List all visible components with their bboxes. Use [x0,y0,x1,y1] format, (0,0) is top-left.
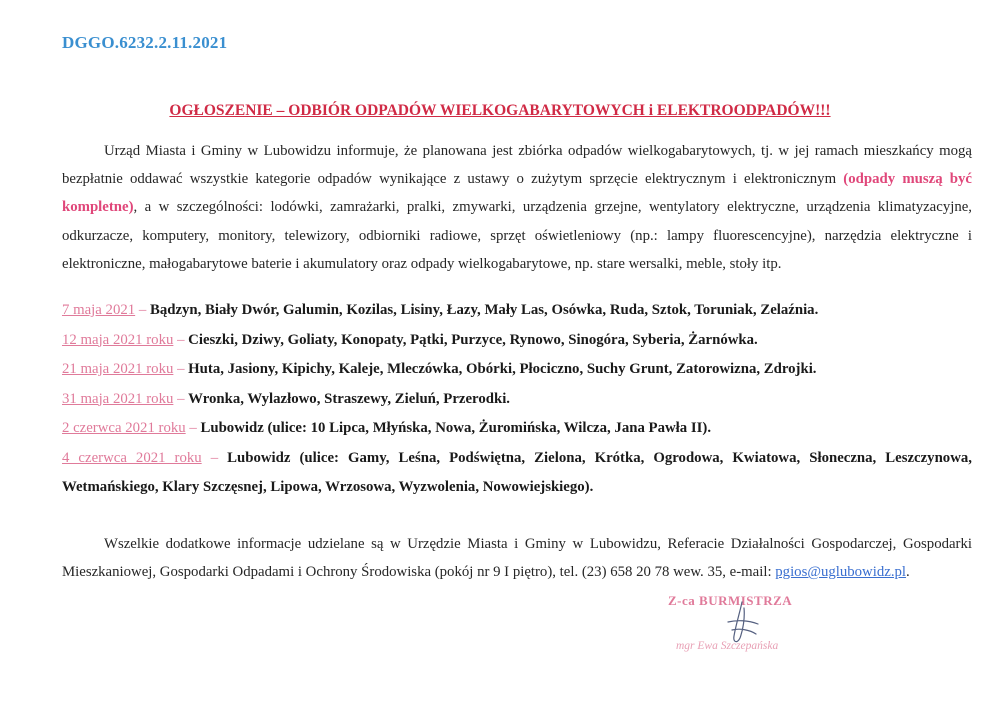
signature-title: Z-ca BURMISTRZA [668,593,793,608]
schedule-entry [62,296,972,326]
intro-text-after: , a w szczególności: lodówki, zamrażarki, pralki, zmywarki, urządzenia grzejne, wentylatory elektryczne, urządzenia klimatyzacyjne, odkurzacze, komputery, monitory, telewizory, odbiorniki radiowe, sprzęt oświetleniowy (np.: lampy fluorescencyjne), narzędzia elektryczne i elektroniczne, małogabarytowe baterie i akumulatory oraz odpady wielkogabarytowe, np. stare wersalki, meble, stoły itp. [62,199,972,272]
schedule-places: Wronka, Wylazłowo, Straszewy, Zieluń, Przerodki. [188,390,511,407]
schedule-dash: – [135,302,150,318]
schedule-dash: – [185,420,201,436]
schedule-entry [62,414,972,444]
schedule-entry [62,444,972,503]
intro-text-before: Urząd Miasta i Gminy w Lubowidzu informuje, że planowana jest zbiórka odpadów wielkogabarytowych, tj. w jej ramach mieszkańcy mogą bezpłatnie oddawać wszystkie kategorie odpadów wynikające z ustawy o zużytym sprzęcie elektrycznym i elektronicznym [62,143,972,188]
schedule-entry [62,385,972,415]
email-link[interactable]: pgios@uglubowidz.pl [775,564,907,580]
contact-text: Wszelkie dodatkowe informacje udzielane są w Urzędzie Miasta i Gminy w Lubowidzu, Referacie Działalności Gospodarczej, Gospodarki Mieszkaniowej, Gospodarki Odpadami i Ochrony Środowiska (pokój nr 9 I piętro), tel. (23) 658 20 78 wew. 35, e-mail: [62,536,972,580]
schedule-places: Cieszki, Dziwy, Goliaty, Konopaty, Pątki, Purzyce, Rynowo, Sinogóra, Syberia, Żarnówka. [188,331,758,348]
announcement-title: OGŁOSZENIE – ODBIÓR ODPADÓW WIELKOGABARYTOWYCH i ELEKTROODPADÓW!!! [169,102,831,119]
schedule-date: 31 maja 2021 roku [62,390,174,407]
schedule-places: Lubowidz (ulice: 10 Lipca, Młyńska, Nowa, Żuromińska, Wilcza, Jana Pawła II). [200,420,712,436]
schedule-entry [62,355,972,385]
contact-end: . [906,564,910,580]
schedule-date: 12 maja 2021 roku [62,331,174,348]
signatory-name: mgr Ewa Szczepańska [676,640,779,652]
reference-number: DGGO.6232.2.11.2021 [62,33,228,52]
schedule-date: 4 czerwca 2021 roku [62,449,202,466]
schedule-dash: – [173,390,189,407]
schedule-dash: – [173,361,189,377]
schedule-date: 7 maja 2021 [62,302,136,318]
contact-paragraph [62,530,972,586]
schedule-places: Huta, Jasiony, Kipichy, Kaleje, Mleczówka, Obórki, Płociczno, Suchy Grunt, Zatorowizna, Zdrojki. [188,361,817,377]
schedule-date: 21 maja 2021 roku [62,361,174,377]
schedule-dash: – [173,331,189,348]
schedule-dash: – [201,449,228,466]
intro-paragraph [62,137,972,278]
collection-schedule [62,296,972,503]
schedule-date: 2 czerwca 2021 roku [62,420,186,436]
intro-highlight: (odpady muszą być kompletne) [62,171,972,216]
schedule-places: Lubowidz (ulice: Gamy, Leśna, Podświętna, Zielona, Krótka, Ogrodowa, Kwiatowa, Słoneczna, Leszczynowa, Wetmańskiego, Klary Szczęsnej, Lipowa, Wrzosowa, Wyzwolenia, Nowowiejskiego). [62,449,972,495]
schedule-entry [62,326,972,356]
schedule-places: Bądzyn, Biały Dwór, Galumin, Kozilas, Lisiny, Łazy, Mały Las, Osówka, Ruda, Sztok, Toruniak, Zelaźnia. [149,302,819,318]
